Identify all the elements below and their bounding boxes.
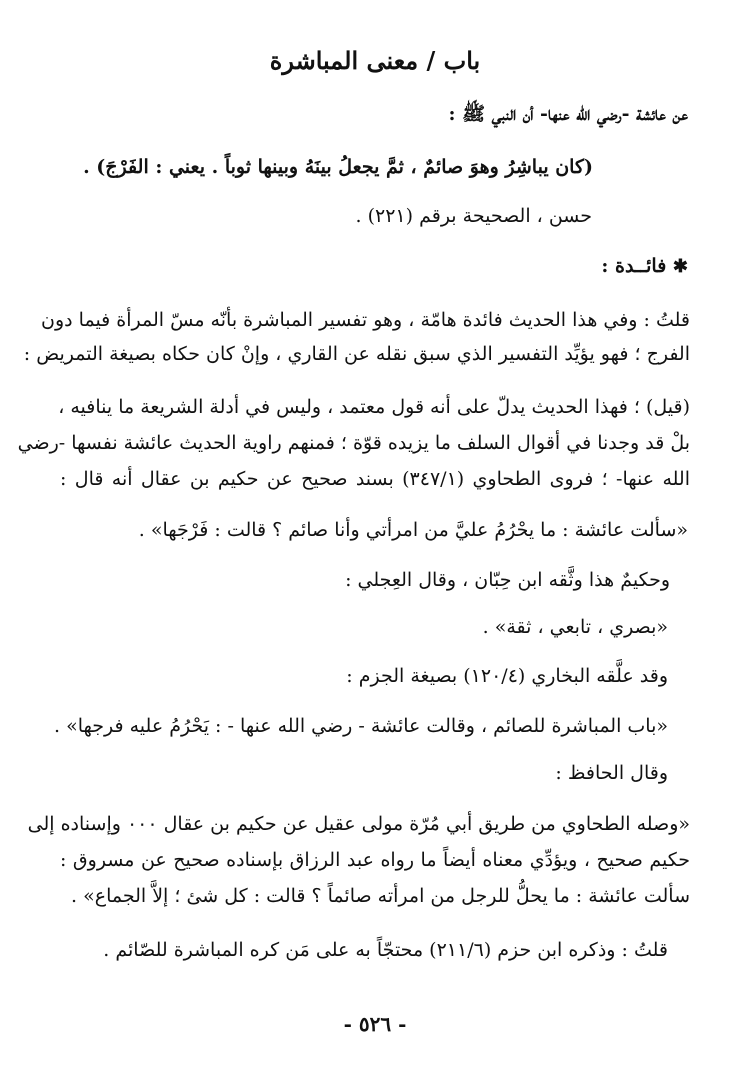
- quote-line: «سألت عائشة : ما يحْرُمُ عليَّ من امرأتي وأنا صائم ؟ قالت : فَرْجَها» .: [138, 519, 688, 541]
- paragraph-line: قلتُ : وفي هذا الحديث فائدة هامّة ، وهو تفسير المباشرة بأنّه مسّ المرأة فيما دون: [41, 309, 690, 331]
- paragraph-line: بلْ قد وجدنا في أقوال السلف ما يزيده قوّة ؛ فمنهم راوية الحديث عائشة نفسها -رضي: [17, 432, 690, 454]
- benefit-heading: [601, 251, 688, 282]
- page-title: باب / معنى المباشرة: [269, 46, 481, 75]
- hadith-intro: عن عائشة -رضي الله عنها- أن النبي ﷺ :: [448, 103, 688, 125]
- quote-line: «بصري ، تابعي ، ثقة» .: [482, 616, 668, 638]
- quote-line: «باب المباشرة للصائم ، وقالت عائشة - رضي الله عنها - : يَحْرُمُ عليه فرجها» .: [54, 715, 668, 737]
- paragraph-line: قلتُ : وذكره ابن حزم (٢١١/٦) محتجّاً به على مَن كره المباشرة للصّائم .: [103, 939, 668, 961]
- paragraph-line: وقال الحافظ :: [555, 762, 668, 784]
- paragraph-line: (قيل) ؛ فهذا الحديث يدلّ على أنه قول معتمد ، وليس في أدلة الشريعة ما ينافيه ،: [58, 396, 690, 418]
- benefit-heading-label: فائــدة :: [601, 255, 667, 277]
- quote-line: «وصله الطحاوي من طريق أبي مُرّة مولى عقيل عن حكيم بن عقال ٠٠٠ وإسناده إلى: [27, 813, 690, 835]
- quote-line: حكيم صحيح ، ويؤدِّي معناه أيضاً ما رواه عبد الرزاق بإسناده صحيح عن مسروق :: [60, 849, 690, 871]
- quote-line: سألت عائشة : ما يحلُّ للرجل من امرأته صائماً ؟ قالت : كل شئ ؛ إلاَّ الجماع» .: [71, 885, 690, 907]
- paragraph-line: وحكيمٌ هذا وثَّقه ابن حِبّان ، وقال العِجلي :: [345, 569, 670, 591]
- hadith-grading: حسن ، الصحيحة برقم (٢٢١) .: [355, 205, 592, 227]
- page-number: - ٥٢٦ -: [343, 1012, 407, 1036]
- hadith-text: (كان يباشِرُ وهوَ صائمٌ ، ثمَّ يجعلُ بينَهُ وبينها ثوباً . يعني : الفَرْجَ) .: [83, 156, 593, 178]
- paragraph-line: الفرج ؛ فهو يؤيِّد التفسير الذي سبق نقله عن القاري ، وإنْ كان حكاه بصيغة التمريض :: [23, 343, 690, 365]
- star-icon: ✱: [672, 256, 688, 277]
- paragraph-line: وقد علَّقه البخاري (١٢٠/٤) بصيغة الجزم :: [346, 665, 668, 687]
- paragraph-line: الله عنها- ؛ فروى الطحاوي (٣٤٧/١) بسند صحيح عن حكيم بن عقال أنه قال :: [60, 468, 690, 490]
